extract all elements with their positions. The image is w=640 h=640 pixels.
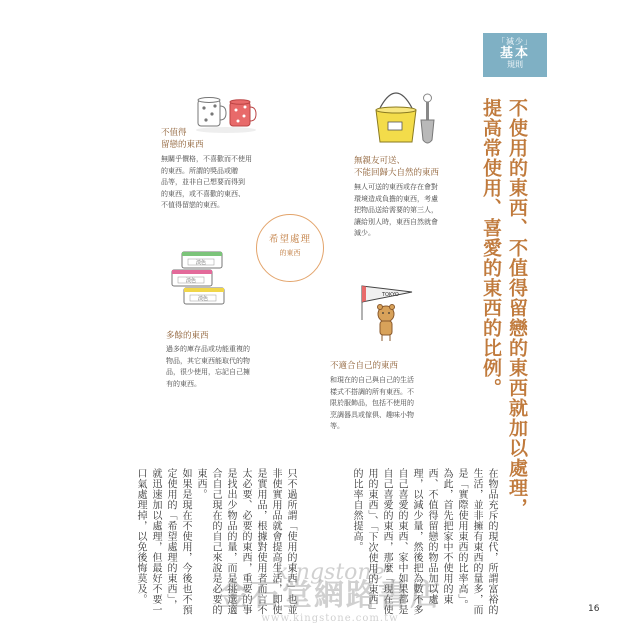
center-circle-label [256,214,324,282]
bucket-shovel-illustration [368,80,448,150]
item-desc-not-cherished: 無關乎價格，不喜歡而不使用 的東西。所謂的獎品或贈 品等，並非自己想要而得到 的東西，或不喜歡的東西、 不值得留戀的東西。 [161,155,252,209]
jars-illustration [168,250,234,308]
pennant-text: TOKYO [382,292,399,298]
item-title-not-cherished: 不值得 留戀的東西 [161,128,204,150]
badge-title: 基本 [499,46,530,61]
body-paragraph: 在物品充斥的現代，所謂富裕的生活，並非擁有東西的量多，而是「實際使用東西的比率高」。 [456,468,497,615]
item-desc-no-recipient: 無人可送的東西或存在會對 環境造成負擔的東西，考慮 把物品送給需要的第三人， 讓給別人時，東西自然就會 減少。 [354,183,438,237]
pennant-bear-illustration [352,280,424,344]
item-title-unsuitable: 不適合自己的東西 [330,361,399,371]
item-desc-unsuitable: 和現在的自己與自己的生活 樣式不搭調的所有東西。不 限於服飾品，包括不使用的 烹調器具或傢俱、趣味小物 等。 [330,376,414,430]
center-title: 希望處理 [268,234,311,245]
body-paragraph: 為此，首先把家中不使用的東西、不值得留戀的物品加以處理，以減少量，然後把為數不多自己喜愛的東西、家中如果都是自己喜愛的東西，那麼「現在使用的東西」、「下次使用的東西」的比率自然提高。 [351,468,452,616]
watermark-url: www.kingstone.com.tw [261,613,399,624]
jar-label-1: 淡色 [195,260,207,266]
section-badge [483,33,547,77]
item-title-excess: 多餘的東西 [166,331,209,341]
body-text-left [135,468,298,618]
page-number: 16 [588,604,600,614]
watermark-title: 金石堂網路書店 [218,578,442,613]
body-paragraph: 如果是現在不使用，今後也不預定使用的「希望處理的東西」，就迅速加以處理，但最好不要一口氣處理掉，以免後悔莫及。 [135,468,191,615]
jar-label-2: 淡色 [185,278,197,284]
jar-label-3: 淡色 [197,296,209,302]
item-desc-excess: 過多的庫存品或功能重複的 物品，其它東西能取代的物 品，很少使用，忘記自己擁 有的東西。 [166,345,250,388]
headline-column-1: 不使用的東西、不值得留戀的東西就加以處理， [506,98,528,518]
center-subtitle: 的東西 [279,249,301,257]
watermark-brand: kingstone [275,560,385,585]
headline-column-2: 提高常使用、喜愛的東西的比例。 [480,98,502,398]
body-paragraph: 只不過所謂「使用的東西」也並非使實用品就會提高生活，即使是實用品，根據對使用者而言不太必要、必要的東西，重要的事是找出少物品的量，而是挑選適合自己現在的自己來說是必要的東西。 [195,468,296,615]
body-text-right [287,468,499,618]
badge-subtitle: 規則 [507,60,523,69]
item-title-no-recipient: 無親友可送、 不能回歸大自然的東西 [354,156,440,178]
badge-small-text: 「減少」 [497,37,533,46]
